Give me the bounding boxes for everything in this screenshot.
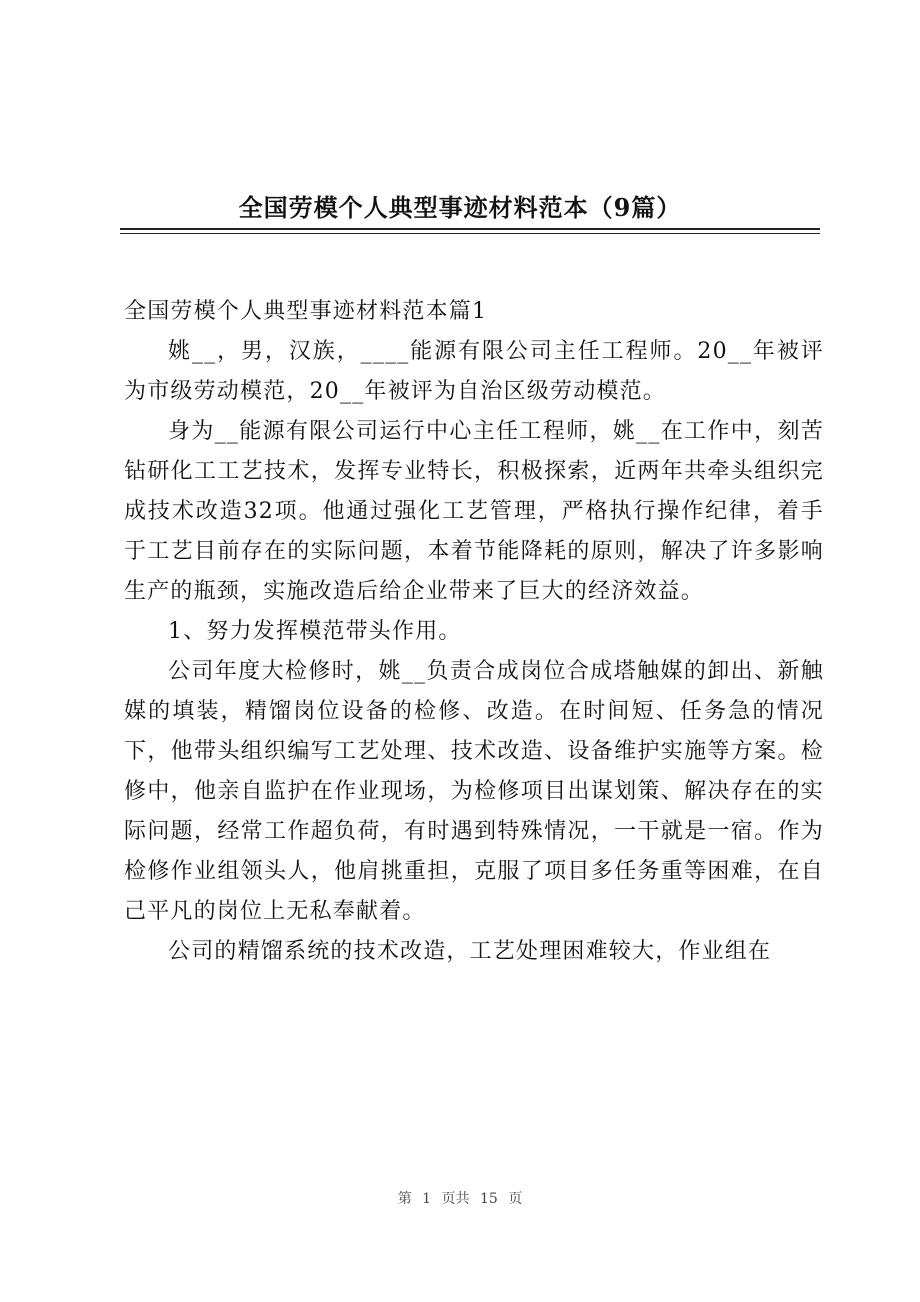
paragraph-3-subheading: 1、努力发挥模范带头作用。 bbox=[168, 619, 462, 644]
paragraph-1: 姚__，男，汉族，____能源有限公司主任工程师。20__年被评为市级劳动模范，20__年被评为自治区级劳动模范。 bbox=[124, 339, 824, 404]
document-body bbox=[124, 292, 824, 972]
title-double-rule bbox=[120, 228, 820, 234]
document-title: 全国劳模个人典型事迹材料范本（9篇） bbox=[238, 193, 682, 222]
paragraph-5: 公司的精馏系统的技术改造，工艺处理困难较大，作业组在 bbox=[168, 939, 772, 964]
paragraph-4: 公司年度大检修时，姚__负责合成岗位合成塔触媒的卸出、新触媒的填装，精馏岗位设备的检修、改造。在时间短、任务急的情况下，他带头组织编写工艺处理、技术改造、设备维护实施等方案。检修中，他亲自监护在作业现场，为检修项目出谋划策、解决存在的实际问题，经常工作超负荷，有时遇到特殊情况，一干就是一宿。作为检修作业组领头人，他肩挑重担，克服了项目多任务重等困难，在自己平凡的岗位上无私奉献着。 bbox=[124, 659, 824, 924]
page-number-footer: 第 1 页共 15 页 bbox=[397, 1191, 523, 1207]
paragraph-2: 身为__能源有限公司运行中心主任工程师，姚__在工作中，刻苦钻研化工工艺技术，发挥专业特长，积极探索，近两年共牵头组织完成技术改造32项。他通过强化工艺管理，严格执行操作纪律，着手于工艺目前存在的实际问题，本着节能降耗的原则，解决了许多影响生产的瓶颈，实施改造后给企业带来了巨大的经济效益。 bbox=[124, 419, 824, 604]
section-heading: 全国劳模个人典型事迹材料范本篇1 bbox=[124, 299, 488, 324]
